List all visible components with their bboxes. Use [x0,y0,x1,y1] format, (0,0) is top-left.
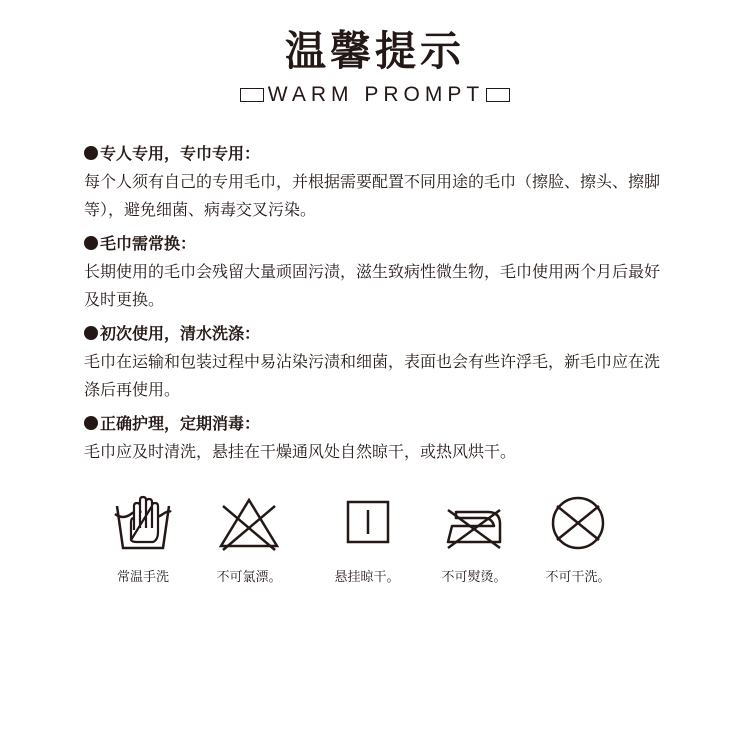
tip-title-text: 初次使用，清水洗涤： [100,324,261,343]
tip-body: 每个人须有自己的专用毛巾，并根据需要配置不同用途的毛巾（擦脸、擦头、擦脚等），避免细菌、病毒交叉污染。 [84,172,661,219]
tip-title [84,230,674,258]
care-label: 常温手洗 [116,570,169,585]
bullet-dot-icon [84,146,98,160]
care-label: 不可熨烫。 [441,570,507,585]
tip-title-text: 专人专用，专巾专用： [100,144,261,163]
bullet-dot-icon [84,236,98,250]
care-label: 悬挂晾干。 [334,570,400,585]
tip-title [84,320,674,348]
no-dry-clean-icon [546,492,610,554]
care-item-no-iron [419,492,529,586]
tip-title-text: 毛巾需常换： [100,234,197,253]
subtitle-text: WARM PROMPT [267,83,485,106]
bullet-dot-icon [84,416,98,430]
tip-section [84,230,674,314]
bullet-dot-icon [84,326,98,340]
care-item-hand-wash [88,492,198,586]
no-iron-icon [442,492,506,554]
page-title: 温馨提示 [285,27,465,75]
care-item-line-dry [312,492,422,586]
tip-title [84,140,674,168]
care-label: 不可干洗。 [545,570,611,585]
tip-title [84,410,674,438]
tip-body: 毛巾在运输和包装过程中易沾染污渍和细菌，表面也会有些许浮毛，新毛巾应在洗涤后再使用。 [84,352,661,399]
care-item-no-bleach [194,492,304,586]
tip-section [84,140,674,224]
care-item-no-dry-clean [523,492,633,586]
tip-section [84,410,674,466]
tip-section [84,320,674,404]
tips-list [84,140,674,472]
subtitle [0,82,750,108]
care-label: 不可氯漂。 [216,570,282,585]
subtitle-right-box [486,88,510,102]
tip-body: 毛巾应及时清洗，悬挂在干燥通风处自然晾干，或热风烘干。 [84,442,517,461]
line-dry-icon [335,492,399,554]
hand-wash-icon [111,492,175,554]
subtitle-left-box [240,88,264,102]
no-bleach-icon [217,492,281,554]
tip-title-text: 正确护理，定期消毒： [100,414,261,433]
tip-body: 长期使用的毛巾会残留大量顽固污渍，滋生致病性微生物，毛巾使用两个月后最好及时更换。 [84,262,661,309]
